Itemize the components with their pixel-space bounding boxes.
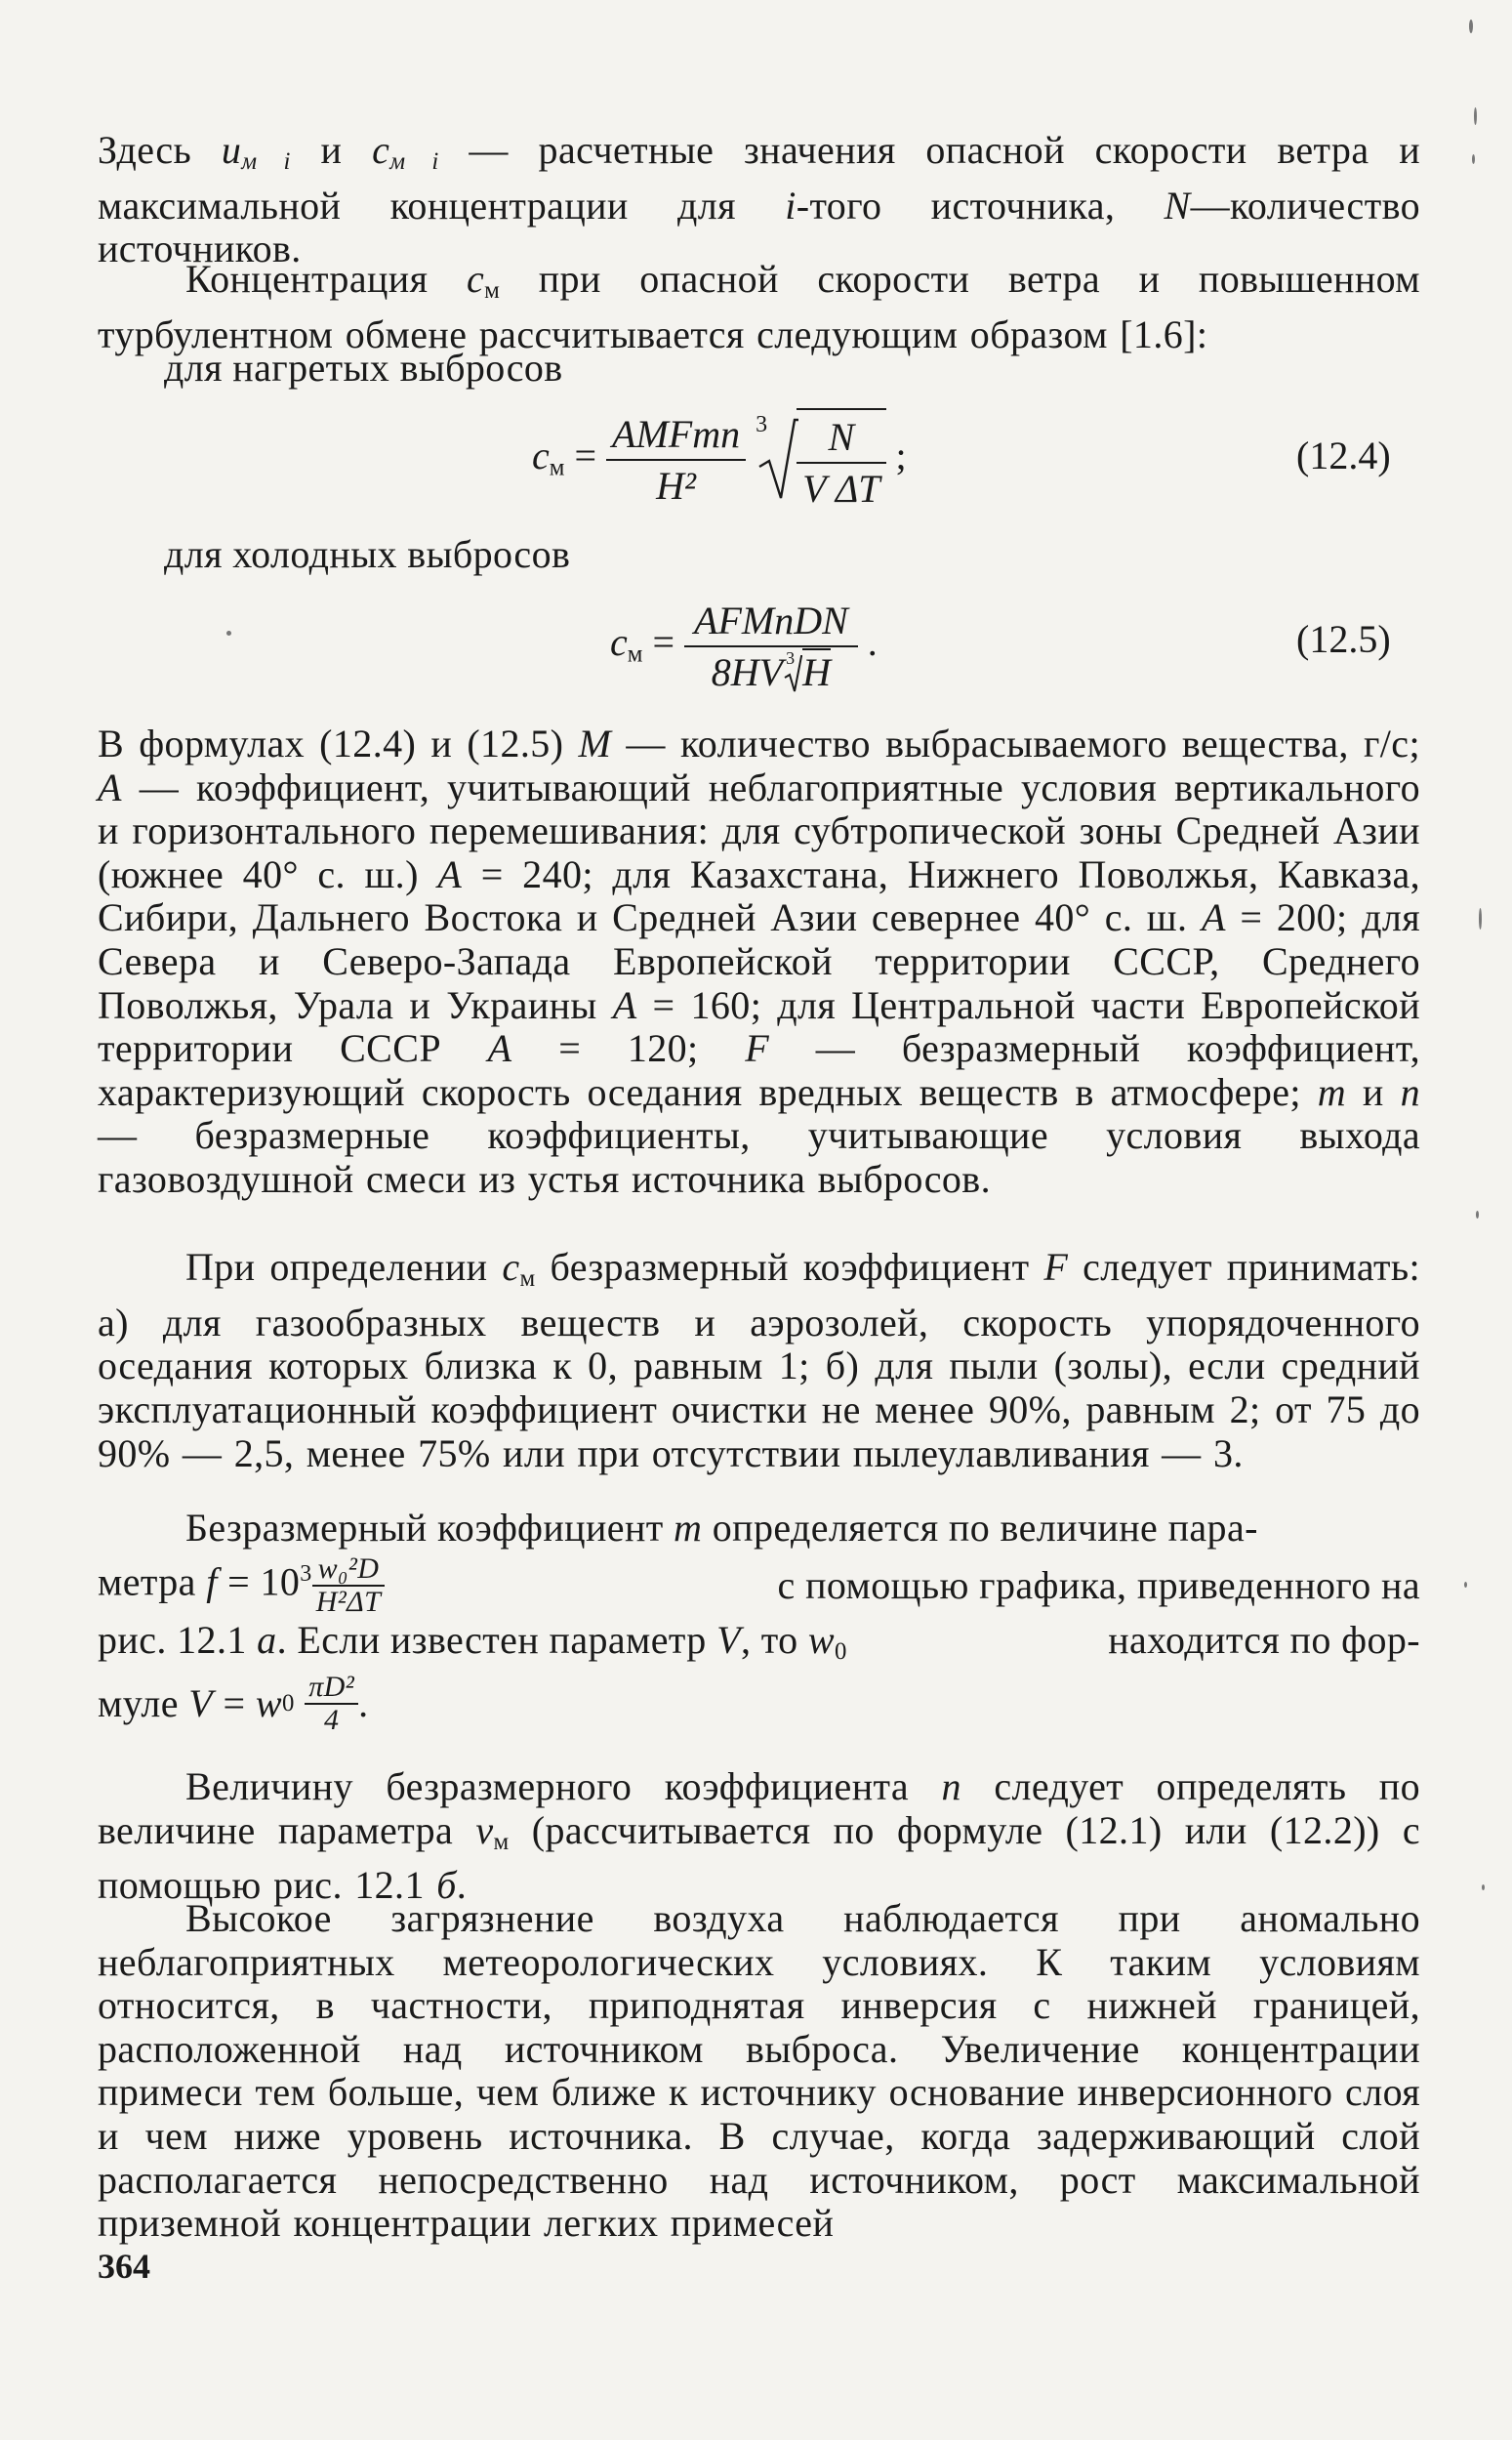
intro-paragraph: Здесь uм i и cм i — расчетные значения опасной скорости ветра и максимальной концентрации для i-того источника, N—количество источников.: [98, 128, 1421, 271]
scan-speck: [1482, 1884, 1485, 1890]
scan-speck: [1472, 154, 1475, 164]
scan-speck: [1464, 1582, 1467, 1588]
root-fraction: $\frac{N}{\text{V ΔT}}$: [797, 408, 885, 512]
inversion-paragraph: Высокое загрязнение воздуха наблюдается при аномально неблагоприятных метеорологических условиях. К таким условиям относится, в частности, приподнятая инверсия с нижней границей, расположенной над источником выброса. Увеличение концентрации примеси тем больше, чем ближе к источнику основание инверсионного слоя и чем ниже уровень источника. В случае, когда задерживающий слой располагается непосредственно над источником, рост максимальной приземной концентрации легких примесей: [98, 1896, 1420, 2246]
cube-root-sign: 3: [756, 416, 798, 504]
equation-number-12-4: (12.4): [1296, 434, 1391, 477]
formula-12-5: $c_м$ = AFMnDN 8HV 3 H .: [610, 599, 878, 694]
scan-speck: [1479, 908, 1482, 930]
heated-emissions-label: для нагретых выбросов: [164, 346, 563, 390]
formulas-explanation-paragraph: В формулах (12.4) и (12.5) M — количество выбрасываемого вещества, г/с; A — коэффициент, учитывающий неблагоприятные условия вертикального и горизонтального перемешивания: для субтропической зоны Средней Азии (южнее 40° с. ш.) A = 240; для Казахстана, Нижнего Поволжья, Кавказа, Сибири, Дальнего Востока и Средней Азии севернее 40° с. ш. A = 200; для Севера и Северо-Запада Европейской территории СССР, Среднего Поволжья, Урала и Украины A = 160; для Центральной части Европейской территории СССР A = 120; F — безразмерный коэффициент, характеризующий скорость оседания вредных веществ в атмосфере; m и n — безразмерные коэффициенты, учитывающие условия выхода газовоздушной смеси из устья источника выбросов.: [98, 722, 1421, 1201]
m-paragraph-line-1: Безразмерный коэффициент m определяется по величине пара-: [185, 1506, 1258, 1550]
formula-12-5-fraction: AFMnDN 8HV 3 H: [684, 598, 858, 695]
formula-12-4-fraction: $\frac{\text{AMFmn}}{\text{H²}}$: [606, 411, 746, 509]
cube-root-small: 3: [783, 654, 802, 693]
f-coefficient-paragraph: При определении $c_м$ безразмерный коэффициент F следует принимать: а) для газообразных веществ и аэрозолей, скорость упорядоченного оседания которых близка к 0, равным 1; б) для пыли (золы), если средний эксплуатационный коэффициент очистки не менее 90%, равным 2; от 75 до 90% — 2,5, менее 75% или при отсутствии пылеулавливания — 3.: [98, 1245, 1420, 1475]
m-paragraph-line-3: рис. 12.1 а. Если известен параметр V, то $w_0$ находится по фор-: [98, 1618, 1420, 1666]
page-number: 364: [98, 2247, 150, 2286]
scan-speck: [1476, 1211, 1479, 1219]
scan-speck: [1469, 20, 1473, 33]
parameter-f-fraction: $\frac{\text{w₀²D}}{\text{H²ΔT}}$: [312, 1553, 386, 1618]
n-coefficient-paragraph: Величину безразмерного коэффициента n следует определять по величине параметра $v_м$ (рассчитывается по формуле (12.1) или (12.2)) с помощью рис. 12.1 б.: [98, 1764, 1421, 1908]
cold-emissions-label: для холодных выбросов: [164, 532, 571, 576]
scan-speck: [226, 631, 231, 636]
equation-number-12-5: (12.5): [1296, 617, 1391, 661]
m-paragraph-line-4: муле V = w 0 $\frac{\text{πD²}}{4}$ .: [98, 1671, 369, 1736]
m-paragraph-line-2: метра $f = 10^3$ $\frac{\text{w₀²D}}{\text{H²ΔT}}$ с помощью графика, приведенного на: [98, 1552, 1420, 1619]
concentration-paragraph: Концентрация $c_м$ при опасной скорости ветра и повышенном турбулентном обмене рассчитывается следующим образом [1.6]:: [98, 257, 1420, 356]
formula-12-4: $c_м$ = $\frac{\text{AMFmn}}{\text{H²}}$ 3 $\frac{N}{\text{V ΔT}}$ ;: [532, 408, 907, 512]
velocity-formula-fraction: $\frac{\text{πD²}}{4}$: [305, 1672, 358, 1736]
scan-speck: [1474, 107, 1477, 125]
